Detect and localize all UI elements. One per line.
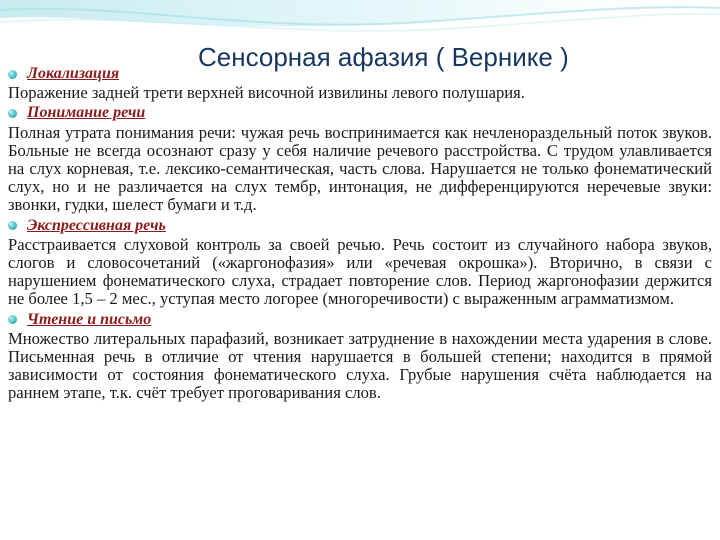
section-heading-localization: [8, 65, 712, 83]
section-text-localization: Поражение задней трети верхней височной извилины левого полушария.: [8, 83, 525, 103]
section-text-expressive-speech: Расстраивается слуховой контроль за своей речью. Речь состоит из случайного набора звуков, слогов и словосочетаний («жаргонофазия» или «речевая окрошка»). Вторично, в связи с нарушением фонематического слуха, страдает повторение слов. Период жаргонофазии держится не более 1,5 – 2 мес., уступая место логорее (многоречивости) с выраженным аграмматизмом.: [8, 234, 712, 309]
section-heading-comprehension: [8, 104, 712, 122]
section-text-comprehension: Полная утрата понимания речи: чужая речь воспринимается как нечленораздельный поток звуков. Больные не всегда осознают сразу у себя наличие речевого расстройства. С трудом улавливается на слух корневая, т.е. лексико-семантическая, часть слова. Нарушается не только фонематический слух, но и не различается на слух тембр, интонация, не дифференцируются неречевые звуки: звонки, гудки, шелест бумаги и т.д.: [8, 122, 712, 215]
page-title: Сенсорная афазия ( Вернике ): [198, 42, 569, 72]
slide-content: [8, 64, 712, 405]
heading-label: Экспрессивная речь: [27, 216, 166, 234]
bullet-icon: [8, 70, 17, 79]
bullet-icon: [8, 221, 17, 230]
section-heading-reading-writing: [8, 311, 712, 329]
section-text-reading-writing: Множество литеральных парафазий, возникает затруднение в нахождении места ударения в слове. Письменная речь в отличие от чтения нарушается в большей степени; находится в прямой зависимости от состояния фонематического слуха. Грубые нарушения счёта наблюдается на раннем этапе, т.к. счёт требует проговаривания слов.: [8, 328, 712, 403]
heading-label: Локализация: [27, 65, 120, 82]
heading-label: Понимание речи: [27, 104, 146, 122]
bullet-icon: [8, 315, 17, 324]
section-heading-expressive-speech: [8, 217, 712, 235]
bullet-icon: [8, 109, 17, 118]
heading-label: Чтение и письмо: [27, 310, 152, 328]
